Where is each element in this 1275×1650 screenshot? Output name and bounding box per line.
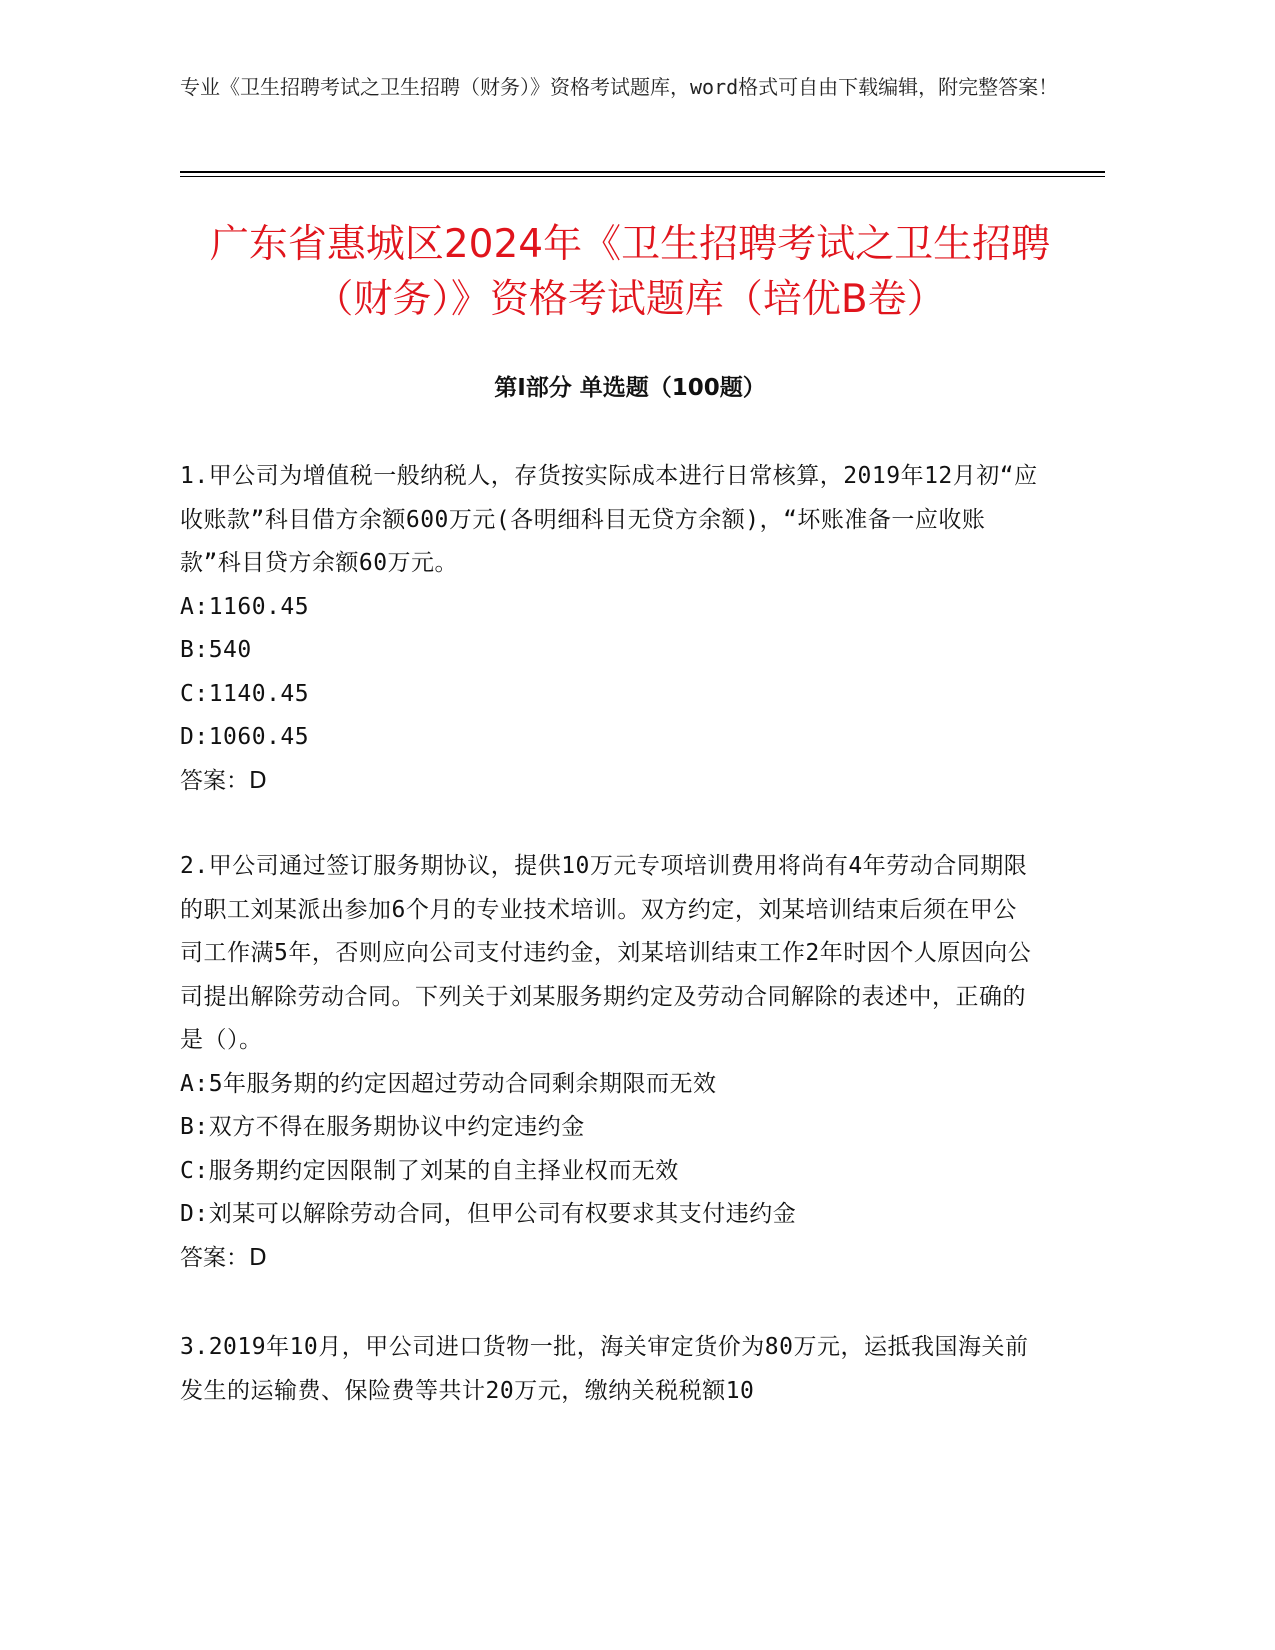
question-stem: 2.甲公司通过签订服务期协议，提供10万元专项培训费用将尚有4年劳动合同期限的职工刘某派出参加6个月的专业技术培训。双方约定，刘某培训结束后须在甲公司工作满5年，否则应向公司支付违约金，刘某培训结束工作2年时因个人原因向公司提出解除劳动合同。下列关于刘某服务期约定及劳动合同解除的表述中，正确的是（）。 xyxy=(180,853,1032,1053)
option-a: A:5年服务期的约定因超过劳动合同剩余期限而无效 xyxy=(180,1070,717,1097)
question-2 xyxy=(180,845,1040,1280)
section-title: 第I部分 单选题（100题） xyxy=(494,375,766,401)
option-c: C:1140.45 xyxy=(180,680,310,707)
header-note: 专业《卫生招聘考试之卫生招聘（财务）》资格考试题库，word格式可自由下载编辑，附完整答案！ xyxy=(180,75,1059,99)
question-3 xyxy=(180,1326,1040,1413)
document-title: 广东省惠城区2024年《卫生招聘考试之卫生招聘（财务）》资格考试题库（培优B卷） xyxy=(209,222,1051,322)
question-1 xyxy=(180,455,1040,803)
header-divider-thick xyxy=(180,171,1105,173)
option-a: A:1160.45 xyxy=(180,593,310,620)
answer: 答案：D xyxy=(180,1244,267,1271)
option-d: D:1060.45 xyxy=(180,724,310,750)
answer: 答案：D xyxy=(180,767,267,794)
question-stem: 1.甲公司为增值税一般纳税人，存货按实际成本进行日常核算，2019年12月初“应收账款”科目借方余额600万元(各明细科目无贷方余额)，“坏账准备一应收账款”科目贷方余额60万元。 xyxy=(180,463,1038,576)
option-d: D:刘某可以解除劳动合同，但甲公司有权要求其支付违约金 xyxy=(180,1201,797,1227)
header-divider-thin xyxy=(180,176,1105,177)
option-b: B:双方不得在服务期协议中约定违约金 xyxy=(180,1114,585,1140)
option-c: C:服务期约定因限制了刘某的自主择业权而无效 xyxy=(180,1157,679,1184)
question-stem: 3.2019年10月，甲公司进口货物一批，海关审定货价为80万元，运抵我国海关前发生的运输费、保险费等共计20万元，缴纳关税税额10 xyxy=(180,1334,1029,1404)
option-b: B:540 xyxy=(180,637,252,663)
